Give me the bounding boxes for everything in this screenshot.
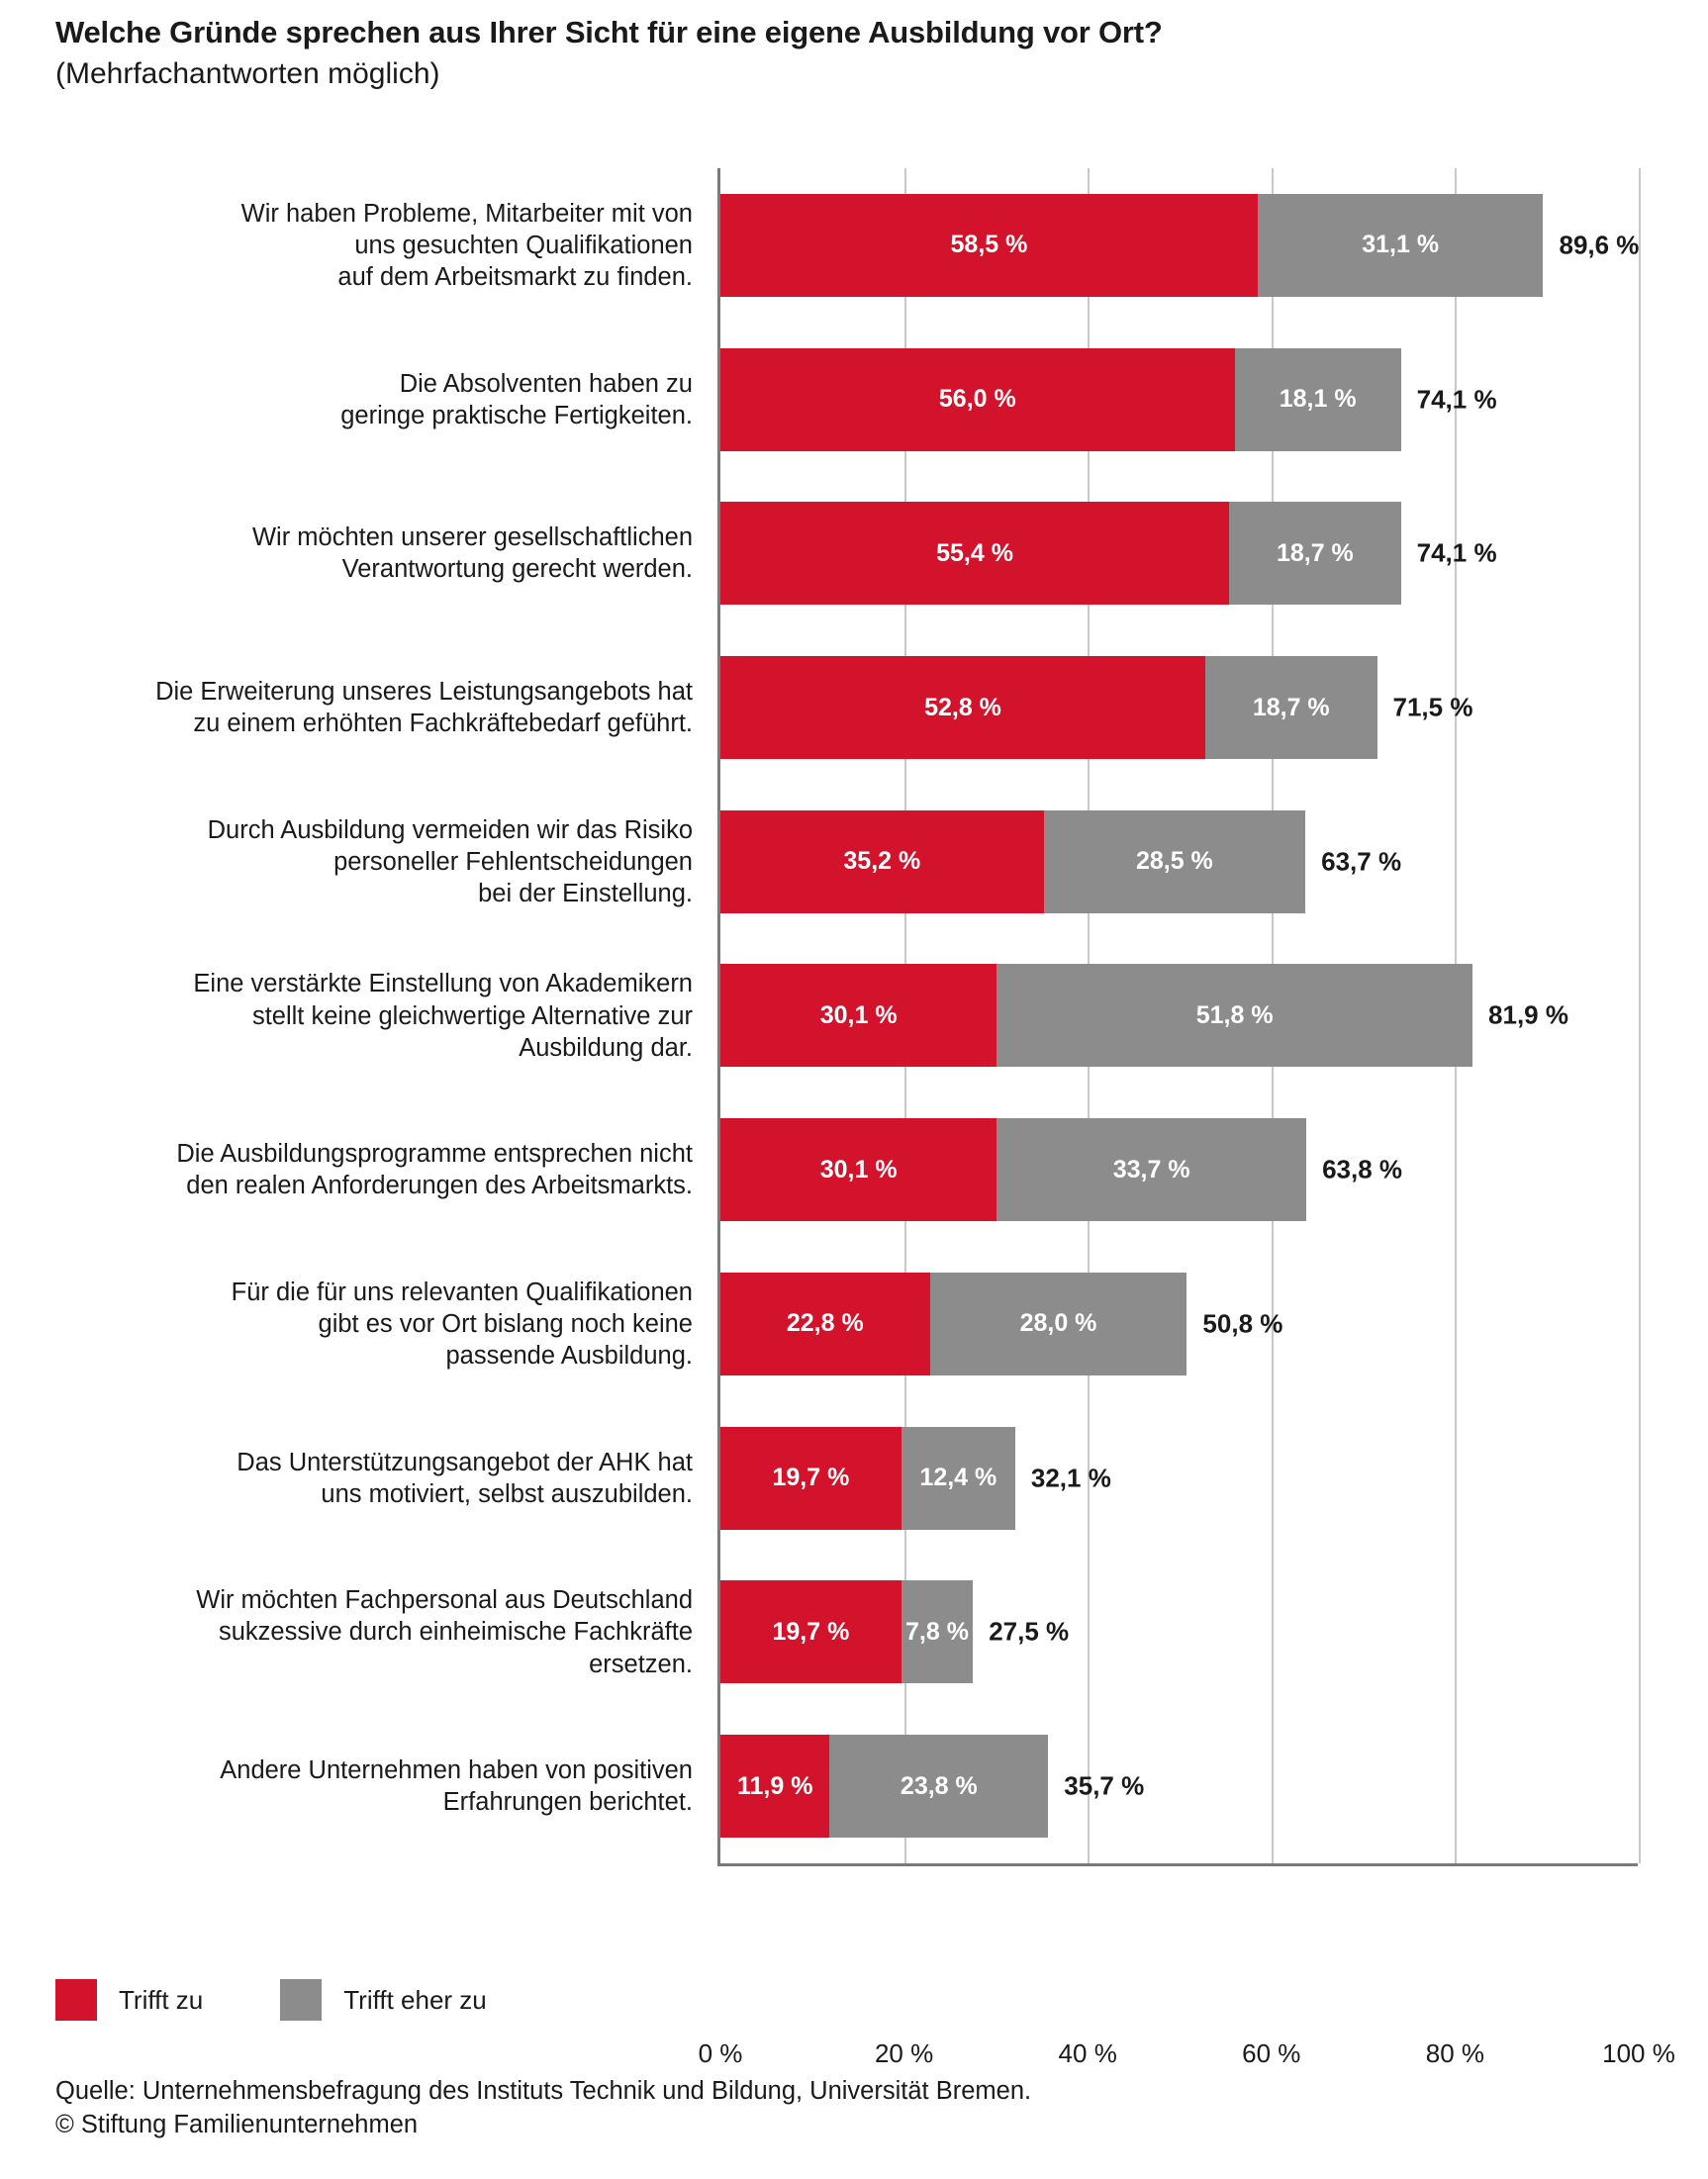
category-label [40, 521, 693, 585]
category-label-line: personeller Fehlentscheidungen [333, 847, 693, 876]
bar-segment-trifft-eher-zu[interactable]: 23,8 % [829, 1735, 1048, 1838]
stacked-bar[interactable] [720, 1735, 1048, 1838]
bar-segment-trifft-zu[interactable]: 30,1 % [720, 1118, 996, 1221]
category-label-line: stellt keine gleichwertige Alternative zur [251, 1001, 693, 1030]
category-label-line: Eine verstärkte Einstellung von Akademikern [193, 970, 693, 998]
category-label-line: Die Ausbildungsprogramme entsprechen nicht [176, 1140, 693, 1169]
chart-row [0, 939, 1708, 1093]
x-axis-line [717, 1863, 1638, 1866]
x-tick-label: 60 % [1242, 2038, 1301, 2068]
chart-row [0, 1555, 1708, 1709]
bar-segment-trifft-eher-zu[interactable]: 33,7 % [996, 1118, 1306, 1221]
category-label-line: uns gesuchten Qualifikationen [354, 231, 693, 259]
bar-total-label: 32,1 % [1030, 1463, 1111, 1493]
x-tick-label: 20 % [874, 2038, 934, 2068]
chart-legend [55, 1979, 564, 2021]
bar-total-label: 63,7 % [1321, 846, 1402, 877]
bar-segment-trifft-eher-zu[interactable]: 28,0 % [930, 1273, 1187, 1375]
category-label [40, 1277, 693, 1372]
bar-total-label: 50,8 % [1202, 1308, 1283, 1339]
stacked-bar[interactable] [720, 656, 1377, 759]
category-label [40, 1447, 693, 1510]
page-title: Welche Gründe sprechen aus Ihrer Sicht für eine eigene Ausbildung vor Ort? [55, 15, 1163, 49]
bar-segment-trifft-zu[interactable]: 52,8 % [720, 656, 1205, 759]
title-block [55, 14, 1659, 92]
bar-segment-trifft-zu[interactable]: 11,9 % [720, 1735, 829, 1838]
category-label-line: Wir möchten Fachpersonal aus Deutschland [196, 1586, 693, 1615]
legend-swatch-icon [55, 1979, 97, 2021]
category-label-line: Wir haben Probleme, Mitarbeiter mit von [240, 199, 693, 228]
legend-item[interactable] [55, 1979, 203, 2021]
category-label-line: zu einem erhöhten Fachkräftebedarf geführt. [193, 710, 693, 738]
bar-segment-trifft-zu[interactable]: 30,1 % [720, 964, 996, 1067]
category-label [40, 814, 693, 909]
category-label-line: Für die für uns relevanten Qualifikationen [231, 1278, 693, 1306]
category-label-line: Die Erweiterung unseres Leistungsangebots hat [155, 678, 693, 707]
category-label-line: bei der Einstellung. [478, 879, 693, 907]
category-label-line: Wir möchten unserer gesellschaftlichen [251, 523, 693, 552]
copyright-note: © Stiftung Familienunternehmen [55, 2111, 419, 2139]
bar-total-label: 81,9 % [1488, 999, 1568, 1030]
bar-segment-trifft-zu[interactable]: 55,4 % [720, 502, 1229, 605]
category-label [40, 368, 693, 431]
page-subtitle: (Mehrfachantworten möglich) [55, 56, 440, 90]
legend-label: Trifft eher zu [343, 1984, 487, 2015]
category-label [40, 198, 693, 293]
bar-total-label: 89,6 % [1559, 230, 1640, 260]
category-label [40, 1754, 693, 1818]
chart-row [0, 1247, 1708, 1401]
legend-swatch-icon [280, 1979, 322, 2021]
legend-label: Trifft zu [119, 1984, 204, 2015]
category-label [40, 676, 693, 739]
source-note: Quelle: Unternehmensbefragung des Instituts Technik und Bildung, Universität Bremen. [55, 2077, 1032, 2105]
category-label-line: Verantwortung gerecht werden. [341, 555, 693, 584]
bar-segment-trifft-zu[interactable]: 56,0 % [720, 348, 1235, 451]
chart-row [0, 323, 1708, 477]
category-label-line: gibt es vor Ort bislang noch keine [318, 1310, 693, 1339]
bar-total-label: 27,5 % [989, 1616, 1070, 1647]
chart-row [0, 1709, 1708, 1863]
bar-segment-trifft-eher-zu[interactable]: 28,5 % [1044, 810, 1305, 913]
chart-rows [0, 168, 1708, 1863]
x-tick-label: 40 % [1058, 2038, 1117, 2068]
category-label-line: Andere Unternehmen haben von positiven [220, 1756, 693, 1785]
stacked-bar[interactable] [720, 1273, 1186, 1375]
category-label-line: Erfahrungen berichtet. [442, 1788, 693, 1817]
bar-segment-trifft-zu[interactable]: 19,7 % [720, 1580, 901, 1683]
stacked-bar[interactable] [720, 1118, 1306, 1221]
legend-item[interactable] [280, 1979, 487, 2021]
bar-segment-trifft-eher-zu[interactable]: 7,8 % [901, 1580, 973, 1683]
stacked-bar[interactable] [720, 194, 1543, 297]
bar-segment-trifft-zu[interactable]: 22,8 % [720, 1273, 930, 1375]
category-label-line: sukzessive durch einheimische Fachkräfte [218, 1618, 693, 1647]
chart-row [0, 1401, 1708, 1556]
stacked-bar[interactable] [720, 1427, 1015, 1530]
bar-segment-trifft-eher-zu[interactable]: 18,7 % [1205, 656, 1377, 759]
bar-segment-trifft-zu[interactable]: 58,5 % [720, 194, 1258, 297]
bar-segment-trifft-eher-zu[interactable]: 18,7 % [1229, 502, 1401, 605]
category-label-line: geringe praktische Fertigkeiten. [340, 401, 693, 429]
bar-total-label: 71,5 % [1392, 692, 1473, 722]
category-label-line: ersetzen. [589, 1650, 693, 1678]
category-label-line: Das Unterstützungsangebot der AHK hat [237, 1448, 693, 1476]
footer [55, 2074, 1659, 2142]
bar-segment-trifft-eher-zu[interactable]: 18,1 % [1235, 348, 1401, 451]
chart-row [0, 1092, 1708, 1247]
bar-segment-trifft-zu[interactable]: 35,2 % [720, 810, 1044, 913]
category-label [40, 1138, 693, 1201]
bar-segment-trifft-zu[interactable]: 19,7 % [720, 1427, 901, 1530]
chart-row [0, 476, 1708, 630]
category-label-line: passende Ausbildung. [445, 1342, 693, 1371]
bar-total-label: 74,1 % [1416, 537, 1497, 568]
bar-segment-trifft-eher-zu[interactable]: 12,4 % [901, 1427, 1015, 1530]
category-label [40, 968, 693, 1063]
chart-row [0, 168, 1708, 323]
category-label-line: Die Absolventen haben zu [399, 369, 693, 398]
chart-row [0, 630, 1708, 785]
x-tick-label: 0 % [698, 2038, 743, 2068]
bar-segment-trifft-eher-zu[interactable]: 31,1 % [1258, 194, 1544, 297]
stacked-bar[interactable] [720, 964, 1472, 1067]
chart-row [0, 785, 1708, 939]
bar-total-label: 74,1 % [1416, 384, 1497, 415]
category-label-line: Durch Ausbildung vermeiden wir das Risiko [207, 815, 693, 844]
category-label [40, 1584, 693, 1679]
stacked-bar[interactable] [720, 348, 1401, 451]
category-label-line: Ausbildung dar. [519, 1033, 693, 1062]
bar-segment-trifft-eher-zu[interactable]: 51,8 % [996, 964, 1472, 1067]
category-label-line: auf dem Arbeitsmarkt zu finden. [337, 263, 693, 292]
bar-total-label: 63,8 % [1322, 1154, 1403, 1184]
bar-total-label: 35,7 % [1064, 1770, 1145, 1801]
x-axis-ticks [0, 2038, 1708, 2078]
stacked-bar[interactable] [720, 1580, 973, 1683]
category-label-line: uns motiviert, selbst auszubilden. [321, 1479, 693, 1508]
stacked-bar[interactable] [720, 502, 1401, 605]
x-tick-label: 100 % [1602, 2038, 1675, 2068]
stacked-bar[interactable] [720, 810, 1305, 913]
category-label-line: den realen Anforderungen des Arbeitsmarkts. [186, 1172, 693, 1200]
x-tick-label: 80 % [1425, 2038, 1485, 2068]
